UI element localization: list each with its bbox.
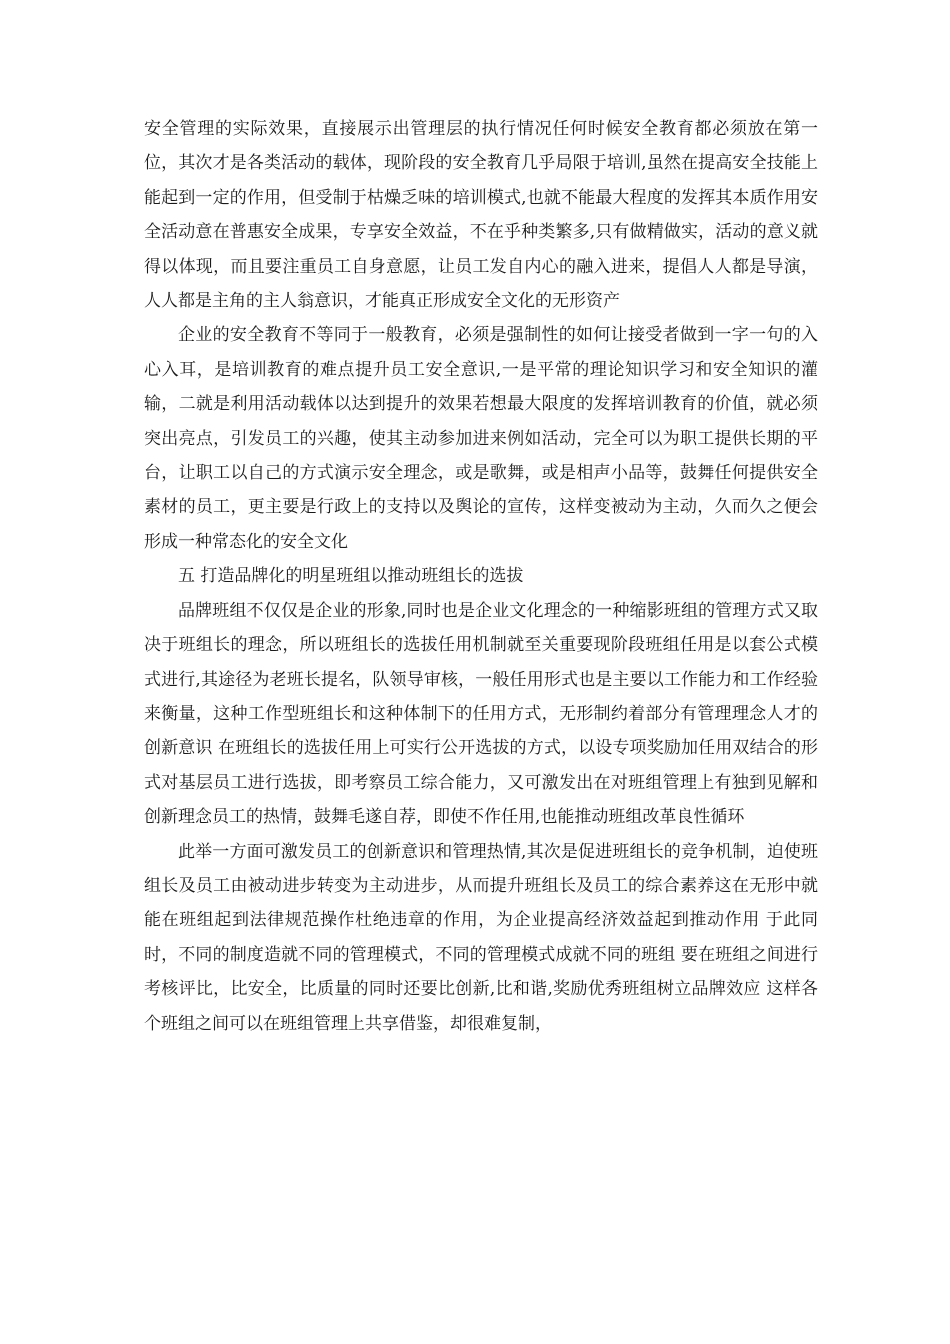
paragraph-brand-team: 品牌班组不仅仅是企业的形象,同时也是企业文化理念的一种缩影班组的管理方式又取决于班组长的理念，所以班组长的选拔任用机制就至关重要现阶段班组任用是以套公式模式进行,其途径为老班长提名，队领导审核，一般任用形式也是主要以工作能力和工作经验来衡量，这种工作型班组长和这种体制下的任用方式，无形制约着部分有管理理念人才的创新意识 在班组长的选拔任用上可实行公开选拔的方式，以设专项奖励加任用双结合的形式对基层员工进行选拔，即考察员工综合能力，又可激发出在对班组管理上有独到见解和创新理念员工的热情，鼓舞毛遂自荐，即使不作任用,也能推动班组改革良性循环	[144, 600, 818, 828]
section-heading-5: 五 打造品牌化的明星班组以推动班组长的选拔	[178, 566, 524, 587]
paragraph-safety-effect: 安全管理的实际效果，直接展示出管理层的执行情况任何时候安全教育都必须放在第一位，其次才是各类活动的载体，现阶段的安全教育几乎局限于培训,虽然在提高安全技能上能起到一定的作用，但受制于枯燥乏味的培训模式,也就不能最大程度的发挥其本质作用安全活动意在普惠安全成果，专享安全效益，不在乎种类繁多,只有做精做实，活动的意义就得以体现，而且要注重员工自身意愿，让员工发自内心的融入进来，提倡人人都是导演，人人都是主角的主人翁意识，才能真正形成安全文化的无形资产	[144, 119, 818, 312]
paragraph-safety-education: 企业的安全教育不等同于一般教育，必须是强制性的如何让接受者做到一字一句的入心入耳，是培训教育的难点提升员工安全意识,一是平常的理论知识学习和安全知识的灌输，二就是利用活动载体以达到提升的效果若想最大限度的发挥培训教育的价值，就必须突出亮点，引发员工的兴趣，使其主动参加进来例如活动，完全可以为职工提供长期的平台，让职工以自己的方式演示安全理念，或是歌舞，或是相声小品等，鼓舞任何提供安全素材的员工，更主要是行政上的支持以及舆论的宣传，这样变被动为主动，久而久之便会形成一种常态化的安全文化	[144, 325, 818, 552]
paragraph-innovation: 此举一方面可激发员工的创新意识和管理热情,其次是促进班组长的竞争机制，迫使班组长及员工由被动进步转变为主动进步，从而提升班组长及员工的综合素养这在无形中就能在班组起到法律规范操作杜绝违章的作用，为企业提高经济效益起到推动作用 于此同时，不同的制度造就不同的管理模式，不同的管理模式成就不同的班组 要在班组之间进行考核评比，比安全，比质量的同时还要比创新,比和谐,奖励优秀班组树立品牌效应 这样各个班组之间可以在班组管理上共享借鉴，却很难复制，	[144, 841, 818, 1034]
